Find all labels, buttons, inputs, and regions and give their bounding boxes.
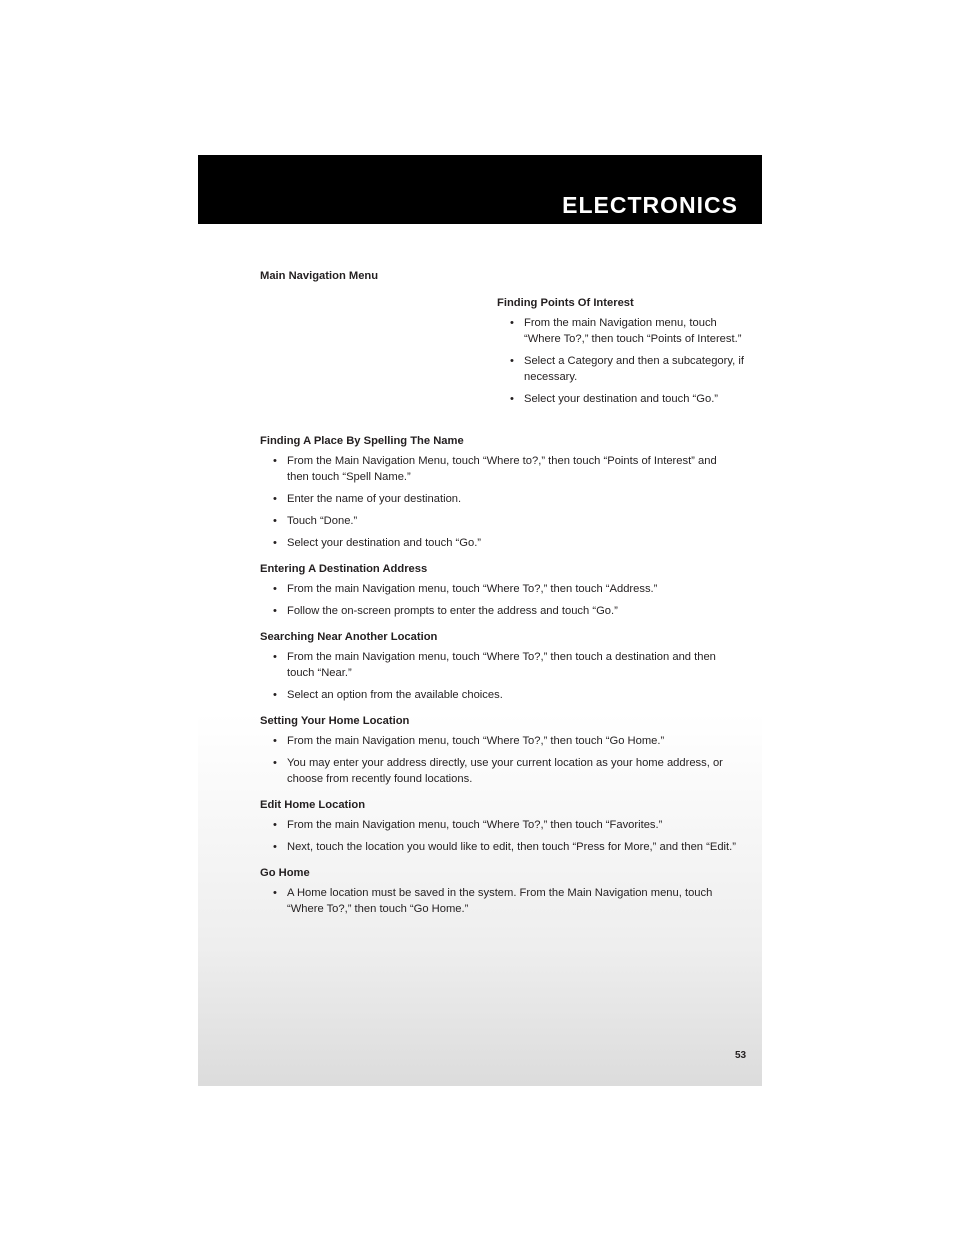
poi-bullet: • Select your destination and touch “Go.” (506, 391, 747, 407)
section-heading: Go Home (260, 867, 310, 879)
section-header (198, 155, 762, 224)
section-bullet: • From the Main Navigation Menu, touch “Where to?,” then touch “Points of Interest” and then touch “Spell Name.” (269, 453, 740, 485)
section-heading: Entering A Destination Address (260, 563, 428, 575)
section-bullet: • You may enter your address directly, use your current location as your home address, or choose from recently found locations. (269, 755, 740, 787)
section-heading: Edit Home Location (260, 799, 366, 811)
section-bullet: • From the main Navigation menu, touch “Where To?,” then touch “Address.” (269, 581, 740, 597)
main-nav-block (260, 268, 740, 288)
section-bullet: • Select an option from the available choices. (269, 687, 740, 703)
section-bullet: • Enter the name of your destination. (269, 491, 740, 507)
section-heading: Setting Your Home Location (260, 715, 410, 727)
section-go-home (260, 865, 740, 917)
poi-bullet: • From the main Navigation menu, touch “Where To?,” then touch “Points of Interest.” (506, 315, 747, 347)
main-nav-heading: Main Navigation Menu (260, 270, 379, 282)
section-bullet: • Select your destination and touch “Go.” (269, 535, 740, 551)
poi-section (497, 295, 747, 413)
section-near-location (260, 629, 740, 703)
section-bullet: • Next, touch the location you would like to edit, then touch “Press for More,” and then “Edit.” (269, 839, 740, 855)
poi-bullet: • Select a Category and then a subcategory, if necessary. (506, 353, 747, 385)
manual-page (198, 155, 762, 1086)
section-heading: Finding A Place By Spelling The Name (260, 435, 464, 447)
section-bullet: • From the main Navigation menu, touch “Where To?,” then touch a destination and then touch “Near.” (269, 649, 740, 681)
navigation-screen-image (260, 300, 428, 420)
section-bullet: • A Home location must be saved in the system. From the Main Navigation menu, touch “Where To?,” then touch “Go Home.” (269, 885, 740, 917)
section-bullet: • From the main Navigation menu, touch “Where To?,” then touch “Favorites.” (269, 817, 740, 833)
page-number: 53 (735, 1050, 747, 1061)
section-spell-name (260, 433, 740, 551)
section-home-location (260, 713, 740, 787)
section-edit-home (260, 797, 740, 855)
section-bullet: • Touch “Done.” (269, 513, 740, 529)
section-title: ELECTRONICS (562, 192, 738, 218)
poi-heading: Finding Points Of Interest (497, 297, 634, 309)
instructions-list (260, 433, 740, 927)
section-destination-address (260, 561, 740, 619)
section-bullet: • From the main Navigation menu, touch “Where To?,” then touch “Go Home.” (269, 733, 740, 749)
section-bullet: • Follow the on-screen prompts to enter the address and touch “Go.” (269, 603, 740, 619)
section-heading: Searching Near Another Location (260, 631, 438, 643)
